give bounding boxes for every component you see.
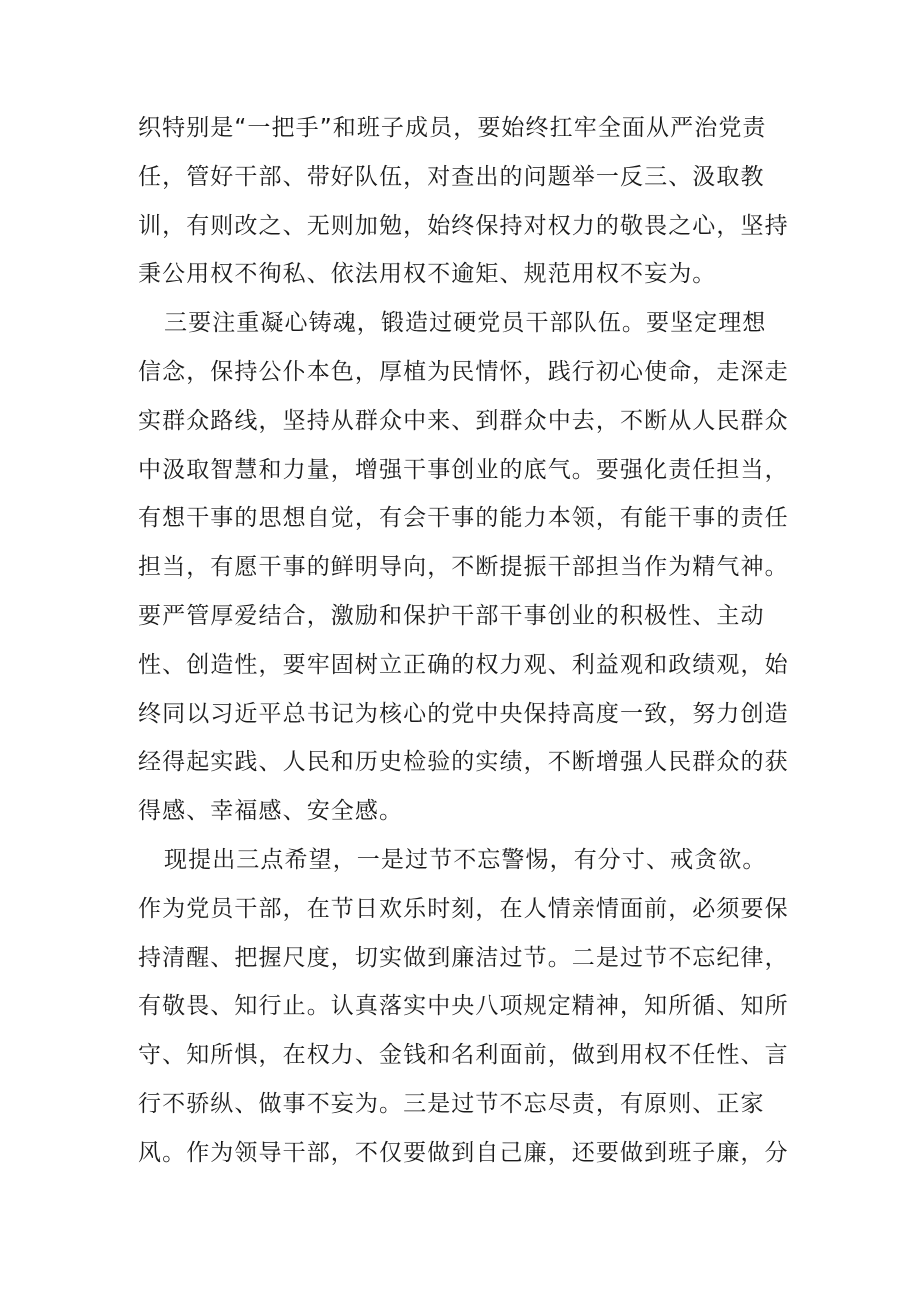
text-line: 性、创造性，要牢固树立正确的权力观、利益观和政绩观，始 <box>138 651 789 678</box>
text-line: 实群众路线，坚持从群众中来、到群众中去，不断从人民群众 <box>138 407 789 434</box>
text-line: 有敬畏、知行止。认真落实中央八项规定精神，知所循、知所 <box>138 993 789 1020</box>
text-line: 要严管厚爱结合，激励和保护干部干事创业的积极性、主动 <box>138 602 765 629</box>
text-line: 得感、幸福感、安全感。 <box>138 798 404 825</box>
text-line: 终同以习近平总书记为核心的党中央保持高度一致，努力创造 <box>138 700 789 727</box>
paragraph-start-line: 三要注重凝心铸魂，锻造过硬党员干部队伍。要坚定理想 <box>164 310 767 337</box>
text-line: 风。作为领导干部，不仅要做到自己廉，还要做到班子廉，分 <box>138 1139 789 1166</box>
text-line: 信念，保持公仆本色，厚植为民情怀，践行初心使命，走深走 <box>138 358 789 385</box>
text-line: 织特别是“一把手”和班子成员，要始终扛牢全面从严治党责 <box>138 115 767 141</box>
text-line: 守、知所惧，在权力、金钱和名利面前，做到用权不任性、言 <box>138 1042 789 1069</box>
text-line: 有想干事的思想自觉，有会干事的能力本领，有能干事的责任 <box>138 505 789 532</box>
text-line: 行不骄纵、做事不妄为。三是过节不忘尽责，有原则、正家 <box>138 1090 765 1117</box>
text-line: 担当，有愿干事的鲜明导向，不断提振干部担当作为精气神。 <box>138 554 789 581</box>
text-line: 中汲取智慧和力量，增强干事创业的底气。要强化责任担当， <box>138 456 789 483</box>
text-line: 训，有则改之、无则加勉，始终保持对权力的敬畏之心，坚持 <box>138 212 789 239</box>
paragraph-start-line: 现提出三点希望，一是过节不忘警惕，有分寸、戒贪欲。 <box>164 846 767 873</box>
text-line: 秉公用权不徇私、依法用权不逾矩、规范用权不妄为。 <box>138 261 717 288</box>
text-line: 经得起实践、人民和历史检验的实绩，不断增强人民群众的获 <box>138 749 789 776</box>
text-line: 任，管好干部、带好队伍，对查出的问题举一反三、汲取教 <box>138 163 765 190</box>
document-body <box>138 104 789 1178</box>
text-line: 持清醒、把握尺度，切实做到廉洁过节。二是过节不忘纪律， <box>138 944 789 971</box>
text-line: 作为党员干部，在节日欢乐时刻，在人情亲情面前，必须要保 <box>138 895 789 922</box>
